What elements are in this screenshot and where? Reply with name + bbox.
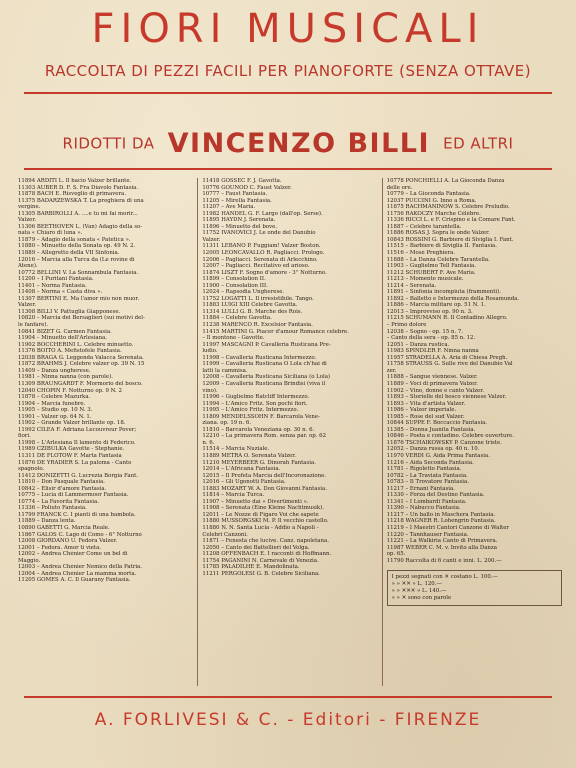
catalog-entry: 11207 – Ave Maria. [202, 204, 256, 211]
catalog-entry: 11385 – Donna Juanita Fantasia. [386, 426, 476, 433]
catalog-entry: 11900 – Consolation III. [202, 282, 268, 289]
catalog-entry: 12003 – Andrea Chénier Nemico della Patria. [18, 564, 142, 571]
catalog-entry: 11217 – Ernani Fantasia. [386, 485, 455, 492]
catalog-entry: latti la cammisa. [202, 367, 248, 374]
catalog-entry: fiori. [18, 433, 31, 440]
catalog-entry: 11341 – I Lombardi Fantasia. [386, 498, 467, 505]
catalog-entry: 11895 HAYDN J. Serenata. [202, 217, 276, 224]
catalog-entry: 12011 – Le Nozze di Figaro Voi che sapete [202, 511, 319, 518]
catalog-entry: 12051 – Danza rustica. [386, 341, 450, 348]
catalog-entry: 11799 FRANCK C. I pianti di una bambola. [18, 511, 136, 518]
catalog-entry: 11211 PERGOLESI G. B. Celebre Siciliana. [202, 570, 320, 577]
catalog-entry: 11995 – L'Amico Fritz. Intermezzo. [202, 407, 299, 414]
catalog-entry: 11214 – Serenata. [386, 282, 437, 289]
catalog-entry: 11888 – La Danza Celebre Tarantella. [386, 256, 490, 263]
catalog-entry: 11401 – Norma Fantasia. [18, 282, 87, 289]
catalog-entry: 11390 – Nabucco Fantasia. [386, 505, 461, 512]
catalog-entry: 12037 PUCCINI G. Inno a Roma. [386, 197, 477, 204]
catalog-entry: 11983 SPINDLER F. Ninna nanna [386, 348, 479, 355]
catalog-entry: 11215 SCHUMANN R. Il Contadino Allegro. [386, 315, 508, 322]
catalog-entry: 10774 – La Favorita Fantasia. [18, 498, 99, 505]
catalog-entry: 11982 HANDEL G. F. Largo (dall'op. Serse). [202, 210, 323, 217]
catalog-entry: 10777 – Faust Fantasia. [202, 191, 268, 198]
price-legend [387, 570, 562, 606]
catalog-entry: 11957 STRADELLA A. Aria di Chiesa Pregh. [386, 354, 508, 361]
catalog-entry: 11375 BADARZEWSKA T. La preghiera di una [18, 197, 144, 204]
catalog-entry: 11992 CILEA F. Adriana Lecouvreur Pover; [18, 426, 137, 433]
catalog-entry: 11893 – Vita d'artista Valzer. [386, 400, 466, 407]
catalog-entry: 12004 – Andrea Chénier La mamma morta. [18, 570, 137, 577]
catalog-entry: 11902 – Grande Valzer brillante op. 18. [18, 420, 126, 427]
catalog-entry: 10775 – Lucia di Lammermoor Fantasia. [18, 492, 129, 499]
catalog-entry: 12014 – L'Africana Fantasia. [202, 466, 281, 473]
catalog-entry: 11314 LULLI G. B. Marche des Rois. [202, 308, 303, 315]
catalog-entry: 11408 – Norma « Casta diva ». [18, 289, 103, 296]
catalog-entry: 11904 – Minuetto dell'Arlesiana. [18, 335, 107, 342]
catalog-entry: 11200 – I Puritani Fantasia. [18, 276, 94, 283]
catalog-entry: 12052 – Danza russa op. 40 n. 10. [386, 446, 480, 453]
catalog-entry: 11899 – Consolation II. [202, 276, 266, 283]
catalog-entry: 11303 AUBER D. F. S. Fra Diavolo Fantasia. [18, 184, 139, 191]
catalog-column-1 [14, 178, 197, 686]
catalog-entry: 10844 SUPPÈ F. Boccaccio Fantasia. [386, 420, 488, 427]
catalog-entry: 11758 STRAUSS G. Sulle rive del Danubio Val [386, 361, 513, 368]
title-rule [24, 92, 552, 94]
catalog-entry: 10890 GABETTI G. Marcia Reale. [18, 524, 110, 531]
catalog-entry: 11985 – Rose del sud Valzer. [386, 413, 465, 420]
catalog-entry: 11238 MARENCO R. Excelsior Fantasia. [202, 322, 313, 329]
catalog-entry: 11907 – Minuetto dai « Divertimenti ». [202, 498, 309, 505]
catalog-entry: 11994 – L'Amico Fritz. Son pochi fiori. [202, 400, 308, 407]
catalog-entry: 11998 – L'Arlesiana Il lamento di Federico. [18, 439, 136, 446]
catalog-entry: 11867 GALOS C. Lago di Como - 6° Notturno [18, 531, 142, 538]
publisher-line: A. FORLIVESI & C. - Editori - FIRENZE [94, 710, 482, 730]
catalog-entry: 11886 – Marcia militare op. 51 N. 1. [386, 302, 486, 309]
catalog-entry: 11876 DE YRADIER S. La paloma - Canto [18, 459, 132, 466]
catalog-entry: 12006 – Pagliacci. Serenata di Arlecchino. [202, 256, 318, 263]
catalog-entry: 11212 SCHUBERT F. Ave Maria. [386, 269, 476, 276]
catalog-entry: 11880 – Minuetto della Sonata op. 49 N. 2. [18, 243, 136, 250]
catalog-entry: 11871 – Fenesta che lucive. Canz. napoletana. [202, 538, 329, 545]
price-legend-line: » » ✕ sono con parole [391, 595, 452, 602]
catalog-entry: 11902 – Vino, donne e canto Valzer. [386, 387, 484, 394]
catalog-entry: 11893 – Storielle del bosco viennese Valzer. [386, 394, 507, 401]
catalog-entry: 10782 – La Traviata Fantasia. [386, 472, 468, 479]
catalog-entry: 11894 ARDITI L. Il bacio Valzer brillante. [18, 178, 132, 184]
catalog-entry: 11790 Raccolta di 6 canti e inni. L. 200.— [386, 557, 502, 564]
catalog-entry: 12008 GIORDANO U. Fedora Valzer. [18, 538, 118, 545]
catalog-entry: 10783 – Il Trovatore Fantasia. [386, 479, 469, 486]
catalog-entry: 12002 – Andrea Chénier Come un bel di [18, 551, 128, 558]
catalog-entry: 11883 MOZART W. A. Don Giovanni Fantasia. [202, 485, 327, 492]
catalog-entry: 11879 – Adagio della sonata « Patetica ». [18, 236, 131, 243]
catalog-entry: 11336 – Poliuto Fantasia. [18, 505, 87, 512]
catalog-entry: – Il montone - Gavotte. [202, 335, 265, 342]
catalog-entry: 10841 BIZET G. Carmen Fantasia. [18, 328, 112, 335]
catalog-entry: 11220 – Tannhauser Fantasia. [386, 531, 469, 538]
catalog-entry: 11896 – Minuetto del bove. [202, 223, 277, 230]
catalog-entry: 11903 – Guglielmo Tell Fantasia. [386, 263, 476, 270]
catalog-entry: 11814 – Marcia Turca. [202, 492, 265, 499]
catalog-entry: 12210 – La primavera Rom. senza par. op. 62 [202, 433, 327, 440]
catalog-entry: 11754 PAGANINI N. Carnevale di Venezia. [202, 557, 319, 564]
catalog-entry: 11208 OFFENBACH E. I racconti di Hoffmann. [202, 551, 332, 558]
arranger-name: VINCENZO BILLI [167, 128, 431, 159]
catalog-entry: Celebri Canzoni. [202, 531, 248, 538]
catalog-entry: 12040 CHOPIN F. Notturno op. 9 N. 2 [18, 387, 122, 394]
catalog-entry: 11889 – Danza lenta. [18, 518, 76, 525]
catalog-entry: 10779 – La Gioconda Fantasia. [386, 191, 471, 198]
catalog-entry: 11875 RACHMANINOW S. Celebre Preludio. [386, 204, 510, 211]
catalog-entry: 11908 – Serenata (Eine Kleine Nachtmusik). [202, 505, 324, 512]
catalog-entry: 11309 BRAUNGARDT F. Mormorio del bosco. [18, 380, 143, 387]
catalog-entry: 11210 MEYERBEER G. Dinorah Fantasia. [202, 459, 316, 466]
catalog-entry: 11336 RICCI L. e F. Crispino e la Comare Fant. [386, 217, 516, 224]
catalog-entry: 11418 GOSSEC F. J. Gavotta. [202, 178, 282, 184]
catalog-entry: 11987 WEBER C. M. v. Invito alla Danza [386, 544, 497, 551]
catalog-entry: 12038 BRAGA G. Leggenda Valacca Serenata. [18, 354, 144, 361]
price-legend-line: I pezzi segnati con ✕ costano L. 100.— [391, 574, 498, 581]
catalog-entry: 11752 LOGATTI L. Il irresistibile. Tango. [202, 295, 314, 302]
catalog-entry: 12015 – Il Profeta Marcia dell'Incoronazione. [202, 472, 327, 479]
catalog-entry: 12016 – Gli Ugonotti Fantasia. [202, 479, 286, 486]
catalog-entry: 11891 – Sinfonia incompiuta (frammenti). [386, 289, 501, 296]
catalog-entry: 11219 – I Maestri Cantori Canzone di Walter [386, 524, 509, 531]
catalog-entry: 11205 GOMES A. C. Il Guarany Fantasia. [18, 577, 131, 584]
catalog-entry: 11752 IVANOVICI J. Le onde del Danubio [202, 230, 316, 237]
catalog-entry: – Canto della sera - op. 85 n. 12. [386, 335, 476, 342]
catalog-entry: 10846 – Poeta e contadino. Celebre ouverture. [386, 433, 514, 440]
catalog-entry: 11905 – Studio op. 10 N. 3. [18, 407, 93, 414]
catalog-entry: 11307 BERTINI E. Ma l'amor mio non muor. [18, 295, 140, 302]
catalog-entry: 11311 LEBANO P. Fuggiam! Valzer Boston. [202, 243, 321, 250]
catalog-entry: zer. [386, 367, 397, 374]
catalog-entry: 11904 – Marcia funebre. [18, 400, 86, 407]
byline-prefix: RIDOTTI DA [62, 134, 155, 153]
catalog-entry: Maggio. [18, 557, 41, 564]
catalog-entry: 11756 RAKOCZY Marche Célèbre. [386, 210, 481, 217]
catalog-entry: 11889 – Voci di primavera Valzer. [386, 380, 478, 387]
catalog-entry: 11996 – Guglielmo Ratcliff Intermezzo. [202, 394, 310, 401]
catalog-entry: 11883 LUIGI XIII Celebre Gavotta. [202, 302, 298, 309]
catalog-entry: 11874 LISZT F. Sogno d'amore - 3° Notturno. [202, 269, 327, 276]
catalog-entry: 11515 – Barbiere di Siviglia II. Fantasia. [386, 243, 497, 250]
catalog-entry: 11785 PALADILHE E. Mandolinata. [202, 564, 300, 571]
catalog-column-3 [382, 178, 566, 686]
catalog-entry: 11810 – Don Pasquale Fantasia. [18, 479, 106, 486]
catalog-entry: 12013 – Improvviso op. 90 n. 3. [386, 308, 473, 315]
catalog-entry: 11516 – Mosè Preghiera. [386, 250, 456, 257]
collection-subtitle: RACCOLTA DI PEZZI FACILI PER PIANOFORTE (SENZA OTTAVE) [44, 62, 532, 80]
price-legend-line: » » ✕✕ » L. 120.— [391, 581, 442, 588]
catalog-entry: Atene). [18, 263, 38, 270]
catalog-entry: 11880 N. N. Santa Lucia - Addio a Napoli - [202, 524, 319, 531]
catalog-entry: 11306 BEETHOVEN L. (Van) Adagio della so- [18, 223, 143, 230]
catalog-entry: 10843 ROSSINI G. Barbiere di Siviglia I. Fant. [386, 236, 514, 243]
catalog-entry: 11308 BILLI V. Pattuglia Giapponese. [18, 308, 121, 315]
catalog-entry: 12005 LEONCAVALLO R. Pagliacci. Prologo. [202, 250, 325, 257]
catalog-entry: 11999 – Cavalleria Rusticana O Lola ch'hai di [202, 361, 327, 368]
catalog-entry: 11415 MARTINI G. Piacer d'amour Romance celebre. [202, 328, 349, 335]
catalog-entry: Valzer. [18, 302, 37, 309]
catalog-entry: op. 65. [386, 551, 406, 558]
catalog-top-rule [24, 168, 552, 170]
catalog-entry: 11809 MENDELSSOHN F. Barcarola Vene- [202, 413, 320, 420]
catalog-entry: 11981 – Ninna nanna (con parole). [18, 374, 113, 381]
catalog-entry: 11997 MASCAGNI P. Cavalleria Rusticana Pre- [202, 341, 331, 348]
catalog-entry: 12024 – Rapsodia Ungherese. [202, 289, 285, 296]
catalog-entry: 11205 – Mirella Fantasia. [202, 197, 272, 204]
catalog-column-2 [197, 178, 381, 686]
catalog-entry: 11213 – Momento musicale. [386, 276, 464, 283]
catalog-entry: 11878 – Celebre Mazurka. [18, 394, 91, 401]
catalog-entry: 11886 ROSAS J. Sopra le onde Valzer. [386, 230, 490, 237]
catalog-entry: delle ore. [386, 184, 413, 191]
catalog-entry: ludio. [202, 348, 218, 355]
catalog-entry: 11514 – Marcia Nuziale. [202, 446, 270, 453]
catalog-entry: 12016 – Marcia alla Turca da (Le rovine di [18, 256, 135, 263]
catalog-entry: 11218 WAGNER R. Lohengrin Fantasia. [386, 518, 496, 525]
catalog-entry: 11376 BOITO A. Mefistofele Fantasia. [18, 348, 122, 355]
catalog-entry: 11889 METRA O. Serenata Valzer. [202, 452, 296, 459]
catalog-entry: ziana. op. 19 n. 6. [202, 420, 251, 427]
catalog-entry: 10776 GOUNOD C. Faust Valzer. [202, 184, 292, 191]
catalog-entry: 11330 – Forza del Destino Fantasia. [386, 492, 485, 499]
collection-title: FIORI MUSICALI [91, 6, 485, 52]
catalog-entry: 11305 BARBIROLLI A. ....e tu mi fai morir... [18, 210, 138, 217]
catalog-entry: 11888 – Sangue viennese. Valzer. [386, 374, 478, 381]
catalog-entry: spagnolo. [18, 466, 45, 473]
catalog-entry: vergine. [18, 204, 41, 211]
catalog-entry: 10842 – Elisir d'amore Fantasia. [18, 485, 107, 492]
catalog-entry: 11872 BRAHMS J. Celebre valzer op. 39 N. 15 [18, 361, 145, 368]
catalog-entry: 11970 VERDI G. Aida Prima Fantasia. [386, 452, 490, 459]
catalog-entry: 12050 – Canto dei Battellieri del Volga. [202, 544, 310, 551]
catalog-entry: 11989 CZIBULKA Gavotte - Stephanie. [18, 446, 125, 453]
catalog-entry: 12008 – Cavalleria Rusticana Siciliana (o Lola) [202, 374, 331, 381]
catalog-entry: Valzer. [18, 217, 37, 224]
catalog-entry: 11889 – Allegretto della VII Sinfonia. [18, 250, 120, 257]
catalog-entry: 11409 – Danza ungherese. [18, 367, 91, 374]
catalog-entry: 11221 – La Walkiria Canto di Primavera. [386, 538, 498, 545]
catalog-entry: 11781 – Rigoletto Fantasia. [386, 466, 462, 473]
catalog-entry: 11810 – Barcarola Veneziana op. 30 n. 6. [202, 426, 315, 433]
catalog-entry: 11311 DE FLOTOW F. Marta Fantasia [18, 452, 122, 459]
catalog-entry: 10820 – Marcia dei Bersaglieri (sui motivi del- [18, 315, 145, 322]
catalog-entry: – Primo dolore [386, 322, 427, 329]
catalog-entry: le fanfare). [18, 322, 49, 329]
catalog-entry: 11878 BACH E. Risveglio di primavera. [18, 191, 126, 198]
catalog-entry: n. 6. [202, 439, 215, 446]
catalog-entry: 12038 – Sogno - op. 15 n. 7. [386, 328, 464, 335]
price-legend-line: » » ✕✕✕ » L. 140.— [391, 588, 447, 595]
catalog-entry: Valzer. [202, 236, 221, 243]
catalog-entry: 11901 – Valzer op. 64 N. 1. [18, 413, 92, 420]
catalog-entry: 11986 – Valzer imperiale. [386, 407, 457, 414]
catalog-entry: 11217 – Un ballo in Maschera Fantasia. [386, 511, 496, 518]
catalog-entry: 11880 MUSSORGSKI M. P. Il vecchio castello. [202, 518, 329, 525]
catalog-entry: 11887 – Celebre tarantella. [386, 223, 462, 230]
catalog-bottom-rule [24, 696, 552, 698]
catalog-entry: 10772 BELLINI V. La Sonnambula Fantasia. [18, 269, 139, 276]
byline-suffix: ED ALTRI [443, 134, 514, 153]
catalog-entry: 12007 – Pagliacci. Recitativo ed arioso. [202, 263, 310, 270]
catalog-entry: 12001 – Fedora. Amor ti vieta. [18, 544, 102, 551]
catalog-entry: vino). [202, 387, 218, 394]
byline [0, 128, 576, 159]
catalog-entry: 11892 – Balletto e Intermezzo della Rosamunda. [386, 295, 520, 302]
catalog-entry: nata « Chiaro di luna ». [18, 230, 83, 237]
catalog-entry: 11902 BOCCHERINI L. Celebre minuetto. [18, 341, 134, 348]
catalog-entry: 11876 TSCHAIKOWSKY P. Canzone triste. [386, 439, 502, 446]
catalog-columns [14, 178, 566, 686]
catalog-entry: 11412 DONIZETTI G. Lucrezia Borgia Fant. [18, 472, 138, 479]
catalog-entry: 11998 – Cavalleria Rusticana Intermezzo. [202, 354, 317, 361]
catalog-entry: 12009 – Cavalleria Rusticana Brindisi (viva il [202, 380, 326, 387]
catalog-entry: 11884 – Celebre Gavotta. [202, 315, 272, 322]
catalog-entry: 10778 PONCHIELLI A. La Gioconda Danza [386, 178, 505, 184]
catalog-entry: 11216 – Aida Seconda Fantasia. [386, 459, 474, 466]
